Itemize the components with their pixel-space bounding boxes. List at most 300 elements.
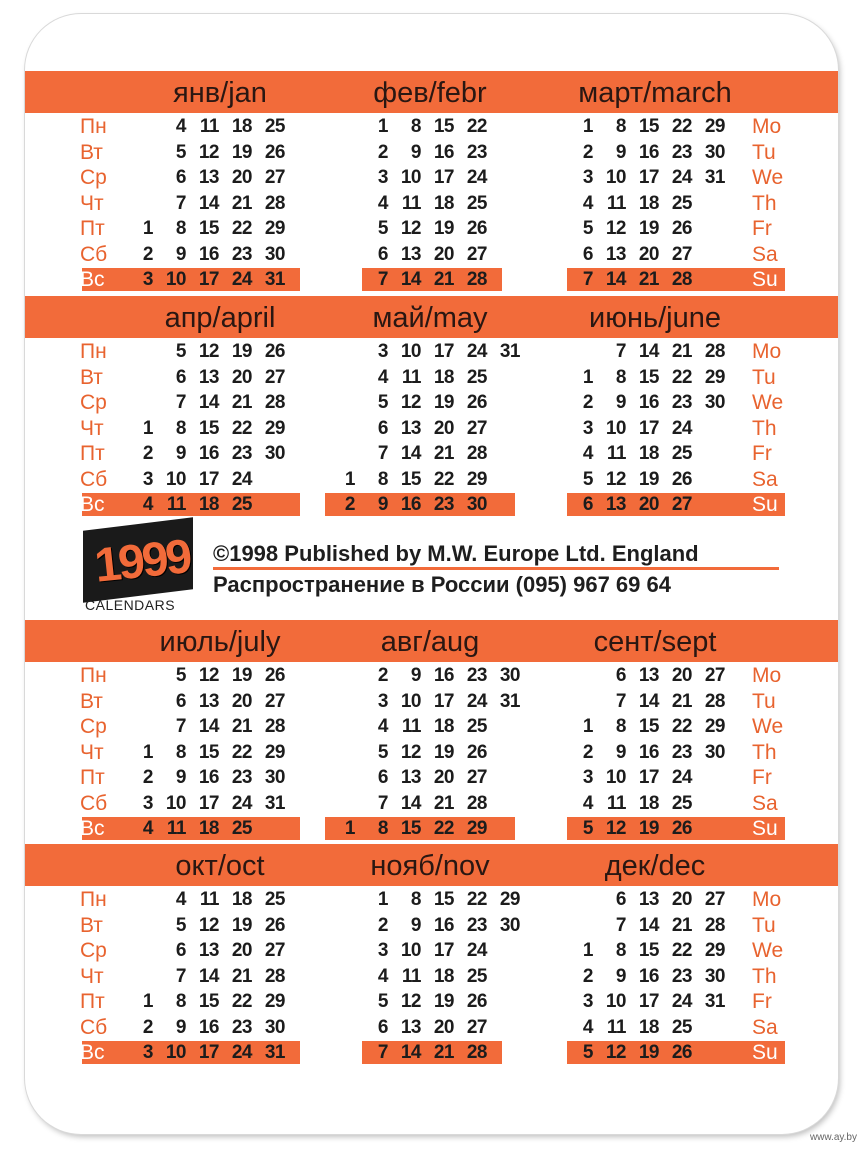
- month-title: июнь/june: [589, 302, 721, 334]
- day-number: 10: [165, 1042, 186, 1063]
- day-number: 11: [401, 965, 421, 987]
- day-number: 25: [231, 494, 252, 515]
- day-number: 28: [264, 965, 285, 987]
- day-number: 30: [704, 965, 725, 987]
- day-number: 26: [671, 1042, 692, 1063]
- day-number: 3: [377, 167, 388, 188]
- day-number: 4: [582, 443, 593, 464]
- day-number: 4: [142, 818, 153, 839]
- day-number: 25: [671, 792, 692, 814]
- day-number: 14: [400, 1042, 421, 1063]
- day-number: 16: [638, 965, 659, 987]
- day-number: 19: [231, 341, 252, 362]
- weekday-label-ru: Вт: [80, 140, 103, 164]
- day-number: 5: [175, 141, 186, 163]
- day-number: 16: [198, 767, 219, 788]
- weekday-label-ru: Пт: [80, 217, 105, 240]
- day-number: 17: [198, 269, 219, 290]
- day-number: 8: [615, 716, 626, 737]
- day-number: 27: [264, 940, 285, 961]
- day-number: 11: [606, 1016, 626, 1038]
- day-number: 19: [638, 818, 659, 839]
- day-number: 17: [638, 767, 659, 788]
- day-number: 31: [499, 341, 520, 362]
- day-number: 23: [466, 665, 487, 686]
- day-number: 21: [671, 914, 692, 936]
- day-number: 8: [410, 116, 421, 137]
- weekday-label-en: Th: [752, 416, 777, 440]
- weekday-label-ru: Чт: [80, 964, 104, 988]
- day-number: 18: [638, 192, 659, 214]
- weekday-label-en: Sa: [752, 242, 778, 266]
- day-number: 31: [264, 269, 285, 290]
- day-number: 17: [433, 341, 454, 362]
- day-number: 3: [142, 468, 153, 490]
- day-number: 21: [231, 965, 252, 987]
- day-number: 7: [615, 690, 626, 712]
- day-number: 1: [377, 116, 388, 137]
- weekday-label-en: Sa: [752, 1015, 778, 1039]
- day-number: 11: [166, 494, 186, 515]
- day-number: 2: [377, 914, 388, 936]
- day-number: 3: [582, 417, 593, 439]
- day-number: 12: [605, 818, 626, 839]
- day-number: 3: [142, 269, 153, 290]
- weekday-label-ru: Сб: [80, 1015, 108, 1039]
- day-number: 21: [433, 1042, 454, 1063]
- day-number: 26: [466, 392, 487, 413]
- day-number: 28: [264, 192, 285, 214]
- weekday-label-en: Fr: [752, 217, 772, 240]
- day-number: 13: [400, 767, 421, 788]
- day-number: 23: [671, 392, 692, 413]
- weekday-label-en: Sa: [752, 791, 778, 815]
- day-number: 27: [264, 366, 285, 388]
- day-number: 27: [671, 243, 692, 265]
- day-number: 27: [704, 889, 725, 910]
- day-number: 12: [605, 468, 626, 490]
- day-number: 27: [671, 494, 692, 515]
- day-number: 7: [175, 965, 186, 987]
- day-number: 26: [466, 741, 487, 763]
- day-number: 19: [231, 914, 252, 936]
- day-number: 17: [198, 1042, 219, 1063]
- day-number: 5: [582, 1042, 593, 1063]
- day-number: 7: [175, 192, 186, 214]
- day-number: 15: [198, 417, 219, 439]
- day-number: 26: [466, 991, 487, 1012]
- day-number: 8: [377, 818, 388, 839]
- day-number: 16: [638, 741, 659, 763]
- day-number: 27: [466, 417, 487, 439]
- weekday-label-en: Mo: [752, 115, 782, 138]
- day-number: 18: [638, 792, 659, 814]
- day-number: 16: [198, 243, 219, 265]
- weekday-label-ru: Сб: [80, 791, 108, 815]
- day-number: 29: [264, 991, 285, 1012]
- day-number: 28: [671, 269, 692, 290]
- day-number: 8: [377, 468, 388, 490]
- weekday-label-ru: Пн: [80, 664, 107, 687]
- day-number: 22: [433, 468, 454, 490]
- day-number: 22: [466, 116, 487, 137]
- day-number: 9: [410, 141, 421, 163]
- day-number: 15: [198, 741, 219, 763]
- day-number: 22: [671, 716, 692, 737]
- weekday-label-en: Su: [752, 268, 778, 291]
- day-number: 5: [175, 341, 186, 362]
- day-number: 9: [615, 392, 626, 413]
- day-number: 24: [231, 792, 252, 814]
- day-number: 14: [638, 690, 659, 712]
- day-number: 23: [231, 767, 252, 788]
- day-number: 9: [410, 665, 421, 686]
- day-number: 29: [704, 116, 725, 137]
- watermark: www.ay.by: [809, 1132, 857, 1143]
- day-number: 17: [433, 167, 454, 188]
- day-number: 12: [198, 141, 219, 163]
- day-number: 9: [615, 965, 626, 987]
- day-number: 18: [198, 818, 219, 839]
- day-number: 16: [198, 443, 219, 464]
- day-number: 12: [400, 392, 421, 413]
- day-number: 1: [344, 818, 355, 839]
- weekday-label-ru: Вс: [80, 493, 105, 516]
- day-number: 5: [582, 818, 593, 839]
- day-number: 20: [638, 243, 659, 265]
- weekday-label-en: We: [752, 715, 784, 738]
- day-number: 21: [433, 443, 454, 464]
- day-number: 18: [231, 116, 252, 137]
- day-number: 13: [198, 366, 219, 388]
- weekday-label-en: Tu: [752, 689, 776, 713]
- day-number: 12: [400, 218, 421, 239]
- day-number: 29: [704, 716, 725, 737]
- day-number: 30: [704, 392, 725, 413]
- day-number: 20: [231, 366, 252, 388]
- weekday-label-en: Mo: [752, 340, 782, 363]
- publisher-line: ©1998 Published by M.W. Europe Ltd. England: [213, 541, 699, 566]
- day-number: 6: [175, 366, 186, 388]
- weekday-label-ru: Пн: [80, 115, 107, 138]
- day-number: 30: [704, 741, 725, 763]
- day-number: 7: [377, 269, 388, 290]
- weekday-label-ru: Ср: [80, 166, 107, 189]
- day-number: 13: [198, 167, 219, 188]
- day-number: 15: [638, 366, 659, 388]
- day-number: 26: [264, 341, 285, 362]
- day-number: 3: [142, 1042, 153, 1063]
- day-number: 9: [175, 767, 186, 788]
- day-number: 11: [606, 192, 626, 214]
- day-number: 25: [671, 443, 692, 464]
- sunday-highlight-bar: [82, 817, 300, 840]
- day-number: 6: [175, 690, 186, 712]
- day-number: 24: [231, 468, 252, 490]
- day-number: 1: [582, 366, 593, 388]
- day-number: 2: [142, 243, 153, 265]
- weekday-label-ru: Вс: [80, 817, 105, 840]
- day-number: 20: [231, 167, 252, 188]
- day-number: 14: [638, 341, 659, 362]
- day-number: 29: [264, 218, 285, 239]
- day-number: 22: [671, 366, 692, 388]
- day-number: 8: [615, 366, 626, 388]
- day-number: 9: [410, 914, 421, 936]
- weekday-label-en: Th: [752, 191, 777, 215]
- day-number: 1: [582, 716, 593, 737]
- day-number: 3: [377, 690, 388, 712]
- day-number: 27: [466, 243, 487, 265]
- distribution-line: Распространение в России (095) 967 69 64: [213, 572, 671, 597]
- day-number: 19: [231, 141, 252, 163]
- day-number: 19: [638, 1042, 659, 1063]
- day-number: 6: [377, 417, 388, 439]
- day-number: 20: [433, 767, 454, 788]
- day-number: 25: [466, 965, 487, 987]
- day-number: 2: [377, 141, 388, 163]
- day-number: 14: [605, 269, 626, 290]
- day-number: 6: [615, 665, 626, 686]
- day-number: 31: [499, 690, 520, 712]
- day-number: 23: [671, 141, 692, 163]
- weekday-label-ru: Пт: [80, 990, 105, 1013]
- day-number: 5: [582, 218, 593, 239]
- month-title: дек/dec: [604, 850, 706, 882]
- day-number: 23: [433, 494, 454, 515]
- day-number: 18: [433, 716, 454, 737]
- day-number: 8: [615, 116, 626, 137]
- day-number: 20: [231, 940, 252, 961]
- day-number: 9: [175, 243, 186, 265]
- day-number: 20: [433, 417, 454, 439]
- day-number: 21: [433, 792, 454, 814]
- day-number: 26: [264, 665, 285, 686]
- day-number: 28: [704, 914, 725, 936]
- day-number: 10: [165, 269, 186, 290]
- day-number: 5: [175, 914, 186, 936]
- day-number: 3: [582, 991, 593, 1012]
- weekday-label-en: Tu: [752, 140, 776, 164]
- day-number: 29: [499, 889, 520, 910]
- day-number: 10: [400, 167, 421, 188]
- day-number: 12: [400, 741, 421, 763]
- day-number: 8: [175, 218, 186, 239]
- month-title: авг/aug: [380, 626, 480, 658]
- month-title: март/march: [578, 77, 732, 109]
- day-number: 22: [231, 417, 252, 439]
- month-title: сент/sept: [593, 626, 717, 658]
- day-number: 16: [638, 392, 659, 413]
- day-number: 4: [377, 965, 388, 987]
- day-number: 9: [377, 494, 388, 515]
- day-number: 13: [400, 243, 421, 265]
- day-number: 4: [175, 116, 186, 137]
- day-number: 23: [466, 914, 487, 936]
- day-number: 30: [499, 665, 520, 686]
- day-number: 19: [638, 468, 659, 490]
- day-number: 7: [615, 341, 626, 362]
- day-number: 13: [638, 889, 659, 910]
- day-number: 10: [400, 940, 421, 961]
- day-number: 14: [198, 392, 219, 413]
- day-number: 26: [264, 914, 285, 936]
- day-number: 18: [638, 1016, 659, 1038]
- day-number: 31: [264, 1042, 285, 1063]
- month-title: апр/april: [164, 302, 276, 334]
- day-number: 15: [400, 818, 421, 839]
- weekday-label-en: Tu: [752, 913, 776, 937]
- day-number: 23: [671, 965, 692, 987]
- day-number: 16: [433, 665, 454, 686]
- day-number: 28: [466, 1042, 487, 1063]
- day-number: 27: [466, 767, 487, 788]
- day-number: 22: [671, 116, 692, 137]
- day-number: 29: [466, 468, 487, 490]
- day-number: 14: [198, 716, 219, 737]
- day-number: 11: [606, 443, 626, 464]
- day-number: 19: [433, 218, 454, 239]
- day-number: 11: [199, 116, 219, 137]
- day-number: 29: [704, 940, 725, 961]
- day-number: 28: [704, 341, 725, 362]
- day-number: 2: [582, 965, 593, 987]
- day-number: 3: [142, 792, 153, 814]
- weekday-label-ru: Чт: [80, 416, 104, 440]
- day-number: 4: [582, 1016, 593, 1038]
- day-number: 1: [142, 218, 153, 239]
- day-number: 30: [264, 767, 285, 788]
- day-number: 1: [377, 889, 388, 910]
- day-number: 18: [231, 889, 252, 910]
- day-number: 2: [582, 392, 593, 413]
- weekday-label-en: We: [752, 391, 784, 414]
- day-number: 4: [582, 792, 593, 814]
- day-number: 2: [344, 494, 355, 515]
- day-number: 16: [400, 494, 421, 515]
- day-number: 17: [638, 991, 659, 1012]
- day-number: 29: [466, 818, 487, 839]
- day-number: 9: [175, 443, 186, 464]
- day-number: 9: [615, 741, 626, 763]
- day-number: 26: [264, 141, 285, 163]
- day-number: 19: [433, 392, 454, 413]
- day-number: 6: [582, 243, 593, 265]
- day-number: 12: [198, 665, 219, 686]
- day-number: 17: [433, 940, 454, 961]
- day-number: 2: [377, 665, 388, 686]
- calendar-card: [25, 14, 838, 1134]
- day-number: 21: [231, 392, 252, 413]
- logo-year: 1999: [92, 530, 192, 593]
- day-number: 23: [231, 243, 252, 265]
- day-number: 10: [605, 417, 626, 439]
- day-number: 22: [671, 940, 692, 961]
- day-number: 2: [582, 741, 593, 763]
- day-number: 10: [400, 341, 421, 362]
- day-number: 7: [582, 269, 593, 290]
- day-number: 19: [231, 665, 252, 686]
- weekday-label-en: Mo: [752, 664, 782, 687]
- day-number: 10: [605, 767, 626, 788]
- day-number: 16: [638, 141, 659, 163]
- day-number: 22: [231, 218, 252, 239]
- weekday-label-ru: Вт: [80, 365, 103, 389]
- day-number: 10: [605, 991, 626, 1012]
- day-number: 4: [582, 192, 593, 214]
- weekday-label-ru: Ср: [80, 715, 107, 738]
- weekday-label-en: Su: [752, 493, 778, 516]
- day-number: 21: [671, 690, 692, 712]
- day-number: 24: [671, 991, 692, 1012]
- day-number: 23: [466, 141, 487, 163]
- day-number: 16: [433, 914, 454, 936]
- day-number: 12: [605, 1042, 626, 1063]
- weekday-label-ru: Вс: [80, 268, 105, 291]
- day-number: 21: [671, 341, 692, 362]
- day-number: 20: [433, 1016, 454, 1038]
- day-number: 13: [400, 417, 421, 439]
- day-number: 28: [704, 690, 725, 712]
- day-number: 24: [466, 690, 487, 712]
- day-number: 26: [671, 218, 692, 239]
- day-number: 25: [466, 192, 487, 214]
- day-number: 8: [175, 741, 186, 763]
- day-number: 22: [466, 889, 487, 910]
- day-number: 11: [199, 889, 219, 910]
- day-number: 17: [198, 792, 219, 814]
- weekday-label-en: We: [752, 939, 784, 962]
- day-number: 5: [582, 468, 593, 490]
- day-number: 14: [400, 269, 421, 290]
- month-title: фев/febr: [373, 77, 487, 109]
- day-number: 27: [704, 665, 725, 686]
- day-number: 14: [198, 192, 219, 214]
- day-number: 24: [671, 167, 692, 188]
- day-number: 26: [466, 218, 487, 239]
- day-number: 8: [175, 417, 186, 439]
- day-number: 2: [142, 1016, 153, 1038]
- month-title: янв/jan: [173, 77, 267, 109]
- day-number: 26: [671, 818, 692, 839]
- weekday-label-en: Sa: [752, 467, 778, 491]
- day-number: 31: [704, 991, 725, 1012]
- day-number: 4: [377, 192, 388, 214]
- day-number: 14: [400, 792, 421, 814]
- day-number: 23: [231, 443, 252, 464]
- day-number: 23: [671, 741, 692, 763]
- weekday-label-en: Tu: [752, 365, 776, 389]
- day-number: 13: [400, 1016, 421, 1038]
- day-number: 30: [264, 1016, 285, 1038]
- day-number: 3: [582, 767, 593, 788]
- day-number: 7: [615, 914, 626, 936]
- day-number: 28: [264, 716, 285, 737]
- day-number: 20: [231, 690, 252, 712]
- day-number: 8: [410, 889, 421, 910]
- day-number: 27: [264, 690, 285, 712]
- day-number: 1: [582, 116, 593, 137]
- day-number: 16: [198, 1016, 219, 1038]
- month-title: нояб/nov: [370, 850, 490, 882]
- day-number: 25: [264, 116, 285, 137]
- day-number: 3: [377, 940, 388, 961]
- day-number: 12: [198, 341, 219, 362]
- day-number: 15: [638, 716, 659, 737]
- day-number: 13: [605, 494, 626, 515]
- day-number: 24: [231, 1042, 252, 1063]
- day-number: 15: [638, 940, 659, 961]
